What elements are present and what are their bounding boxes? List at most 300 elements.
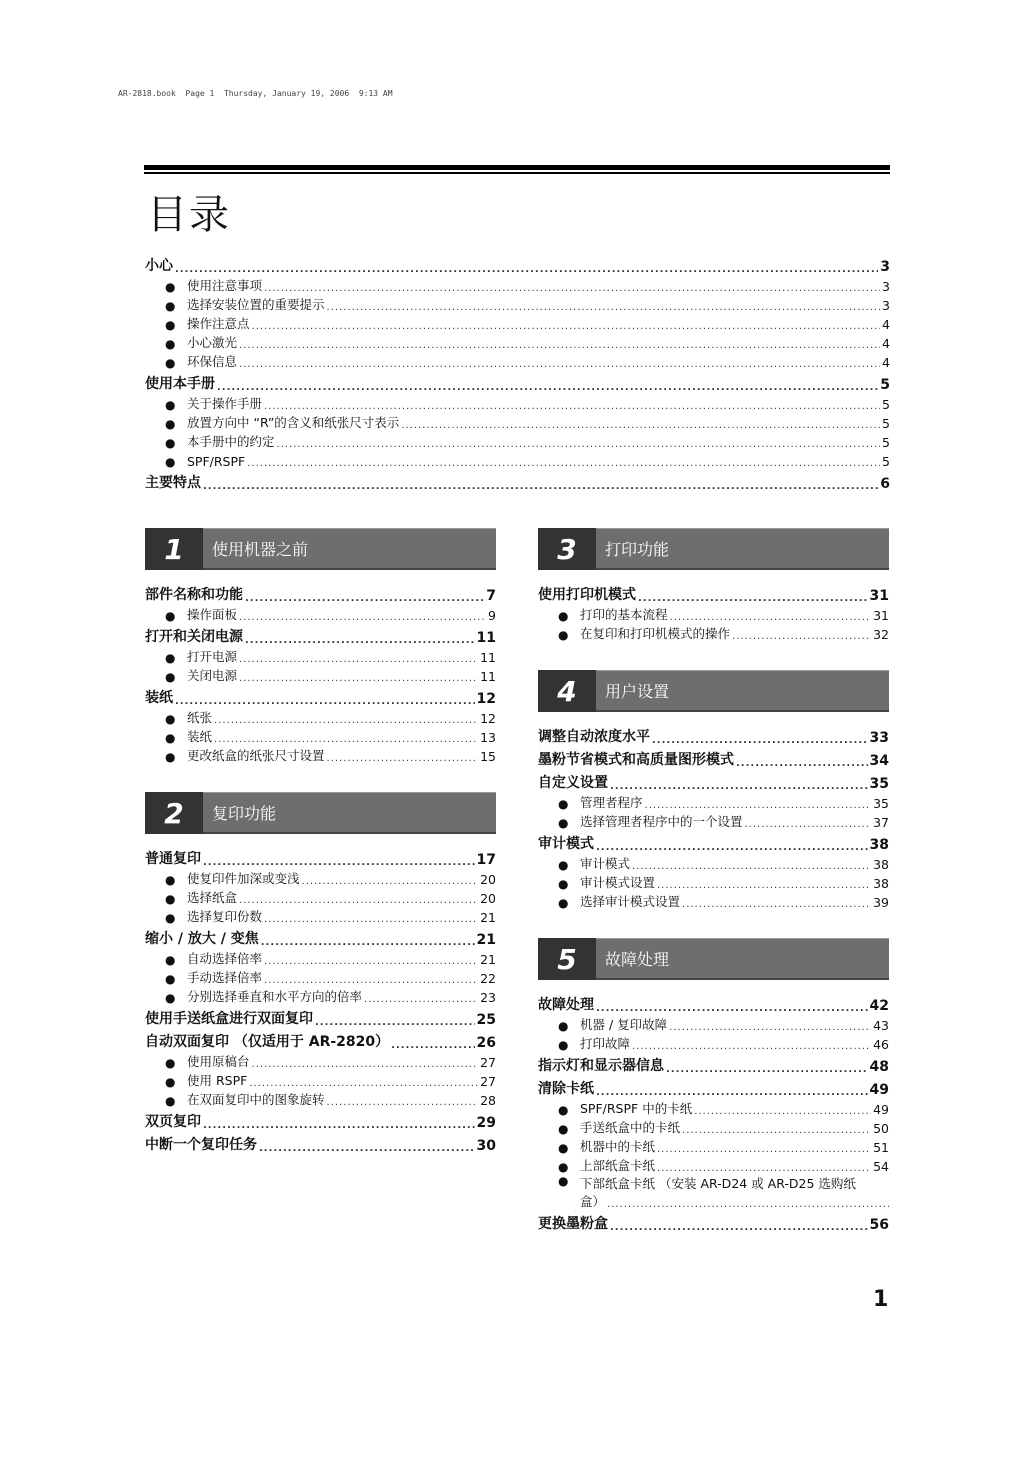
dot-leader bbox=[670, 613, 872, 623]
toc-subentry-label: 使用原稿台 bbox=[187, 1054, 250, 1069]
toc-subentry-label: 更改纸盒的纸张尺寸设置 bbox=[187, 748, 325, 763]
dot-leader bbox=[596, 843, 868, 853]
dot-leader bbox=[596, 1004, 868, 1014]
toc-subentry-label: 操作面板 bbox=[187, 607, 238, 622]
file-header-note: AR-2818.book Page 1 Thursday, January 19, 2006 9:13 AM bbox=[118, 89, 393, 98]
toc-entry-label: 自定义设置 bbox=[538, 775, 608, 791]
toc-subentry-label: 放置方向中 “R”的含义和纸张尺寸表示 bbox=[187, 415, 400, 430]
toc-subentry-page: 39 bbox=[873, 895, 889, 910]
toc-entry-label: 中断一个复印任务 bbox=[145, 1137, 257, 1153]
chapter-4-section bbox=[538, 670, 889, 910]
toc-subentry[interactable] bbox=[538, 1155, 889, 1174]
dot-leader bbox=[214, 735, 478, 745]
toc-subentry[interactable] bbox=[538, 1033, 889, 1052]
dot-leader bbox=[245, 636, 475, 646]
chapter-number: 4 bbox=[538, 670, 596, 712]
toc-subentry-body bbox=[538, 1174, 889, 1210]
dot-leader bbox=[652, 736, 868, 746]
toc-subentry[interactable] bbox=[538, 1136, 889, 1155]
toc-subentry-page: 12 bbox=[480, 711, 496, 726]
toc-subentry-page: 35 bbox=[873, 796, 889, 811]
chapter-header bbox=[145, 528, 496, 570]
toc-subentry-label: 环保信息 bbox=[187, 354, 238, 369]
toc-entry[interactable] bbox=[145, 848, 496, 868]
bullet-icon: ● bbox=[165, 436, 176, 450]
toc-subentry[interactable] bbox=[145, 665, 496, 684]
toc-entry-label: 缩小 / 放大 / 变焦 bbox=[145, 931, 259, 947]
toc-subentry-page: 3 bbox=[882, 279, 890, 294]
toc-entry[interactable] bbox=[145, 1134, 496, 1154]
chapter-header bbox=[538, 670, 889, 712]
toc-subentry[interactable] bbox=[538, 811, 889, 830]
bullet-icon: ● bbox=[558, 1122, 569, 1136]
toc-subentry[interactable] bbox=[538, 623, 889, 642]
bullet-icon: ● bbox=[165, 398, 176, 412]
toc-entry-label: 使用打印机模式 bbox=[538, 587, 636, 603]
bullet-icon: ● bbox=[165, 1094, 176, 1108]
toc-entry-page: 25 bbox=[476, 1012, 496, 1028]
bullet-icon: ● bbox=[165, 651, 176, 665]
toc-subentry[interactable] bbox=[145, 887, 496, 906]
toc-subentry[interactable] bbox=[538, 1117, 889, 1136]
toc-entry-page: 30 bbox=[476, 1138, 496, 1154]
toc-subentry-label-cont: 盒） bbox=[580, 1194, 606, 1209]
toc-subentry[interactable] bbox=[145, 604, 496, 623]
toc-entry[interactable] bbox=[538, 1055, 889, 1075]
toc-right-column bbox=[538, 528, 889, 1233]
toc-subentry-label: 选择安装位置的重要提示 bbox=[187, 297, 325, 312]
toc-subentry[interactable] bbox=[538, 604, 889, 623]
bullet-icon: ● bbox=[165, 455, 176, 469]
toc-entry-page: 33 bbox=[869, 730, 889, 746]
toc-subentry-label: 机器中的卡纸 bbox=[580, 1139, 656, 1154]
toc-subentry-label: 本手册中的约定 bbox=[187, 434, 275, 449]
toc-entry-label: 装纸 bbox=[145, 690, 173, 706]
toc-subentry-label: 选择纸盒 bbox=[187, 890, 238, 905]
toc-subentry-page: 50 bbox=[873, 1121, 889, 1136]
toc-subentry[interactable] bbox=[145, 450, 890, 469]
bullet-icon: ● bbox=[165, 712, 176, 726]
toc-subentry-page: 28 bbox=[480, 1093, 496, 1108]
toc-subentry-page: 51 bbox=[873, 1140, 889, 1155]
dot-leader bbox=[245, 594, 484, 604]
toc-entry-page: 12 bbox=[476, 691, 496, 707]
bullet-icon: ● bbox=[558, 858, 569, 872]
toc-subentry-label: 选择复印份数 bbox=[187, 909, 263, 924]
toc-entry[interactable] bbox=[145, 1111, 496, 1131]
toc-subentry[interactable] bbox=[145, 294, 890, 313]
dot-leader bbox=[632, 1042, 871, 1052]
bullet-icon: ● bbox=[165, 337, 176, 351]
dot-leader bbox=[264, 402, 880, 412]
toc-subentry-page: 21 bbox=[480, 952, 496, 967]
chapter-number: 5 bbox=[538, 938, 596, 980]
bullet-icon: ● bbox=[165, 609, 176, 623]
toc-subentry-page: 21 bbox=[480, 910, 496, 925]
bullet-icon: ● bbox=[165, 356, 176, 370]
toc-entry[interactable] bbox=[145, 255, 890, 275]
toc-subentry-label: 在复印和打印机模式的操作 bbox=[580, 626, 731, 641]
bullet-icon: ● bbox=[558, 1174, 569, 1188]
toc-subentry[interactable] bbox=[538, 872, 889, 891]
dot-leader bbox=[327, 1098, 479, 1108]
toc-subentry-label: SPF/RSPF 中的卡纸 bbox=[580, 1101, 693, 1116]
dot-leader bbox=[315, 1018, 475, 1028]
toc-subentry-page: 5 bbox=[882, 454, 890, 469]
toc-entry[interactable] bbox=[145, 1008, 496, 1028]
toc-subentry-label: 纸张 bbox=[187, 710, 213, 725]
toc-subentry[interactable] bbox=[538, 853, 889, 872]
dot-leader bbox=[203, 482, 878, 492]
toc-subentry-page: 9 bbox=[488, 608, 496, 623]
chapter-title: 打印功能 bbox=[596, 528, 889, 570]
dot-leader bbox=[175, 697, 475, 707]
dot-leader bbox=[175, 265, 878, 275]
toc-subentry[interactable] bbox=[145, 868, 496, 887]
toc-subentry-page: 49 bbox=[873, 1102, 889, 1117]
toc-entry[interactable] bbox=[538, 994, 889, 1014]
dot-leader bbox=[239, 341, 880, 351]
dot-leader bbox=[259, 1144, 475, 1154]
dot-leader bbox=[217, 383, 878, 393]
toc-entry[interactable] bbox=[145, 373, 890, 393]
toc-entry-page: 35 bbox=[869, 776, 889, 792]
toc-subentry-label: 关于操作手册 bbox=[187, 396, 263, 411]
dot-leader bbox=[264, 284, 880, 294]
toc-subentry[interactable] bbox=[145, 726, 496, 745]
bullet-icon: ● bbox=[165, 892, 176, 906]
dot-leader bbox=[657, 1164, 871, 1174]
toc-entry-page: 11 bbox=[476, 630, 496, 646]
toc-subentry[interactable] bbox=[145, 351, 890, 370]
page-title: 目录 bbox=[147, 192, 231, 238]
dot-leader bbox=[657, 881, 871, 891]
toc-subentry-label: 管理者程序 bbox=[580, 795, 643, 810]
bullet-icon: ● bbox=[558, 1103, 569, 1117]
toc-subentry-label: 手动选择倍率 bbox=[187, 970, 263, 985]
toc-entry[interactable] bbox=[538, 833, 889, 853]
dot-leader bbox=[745, 820, 872, 830]
dot-leader bbox=[214, 716, 478, 726]
bullet-icon: ● bbox=[165, 417, 176, 431]
toc-subentry-page: 5 bbox=[882, 416, 890, 431]
toc-entry-page: 38 bbox=[869, 837, 889, 853]
dot-leader bbox=[239, 360, 880, 370]
bullet-icon: ● bbox=[558, 896, 569, 910]
chapter-header bbox=[538, 938, 889, 980]
toc-front-matter bbox=[145, 252, 890, 492]
bullet-icon: ● bbox=[558, 628, 569, 642]
bullet-icon: ● bbox=[165, 731, 176, 745]
bullet-icon: ● bbox=[558, 609, 569, 623]
dot-leader bbox=[261, 938, 475, 948]
toc-entry[interactable] bbox=[145, 687, 496, 707]
dot-leader bbox=[327, 303, 881, 313]
toc-entry-page: 26 bbox=[476, 1035, 496, 1051]
toc-entry-page: 29 bbox=[476, 1115, 496, 1131]
toc-subentry[interactable] bbox=[145, 906, 496, 925]
toc-subentry-line2 bbox=[580, 1192, 889, 1210]
toc-entry-label: 主要特点 bbox=[145, 475, 201, 491]
chapter-number: 1 bbox=[145, 528, 203, 570]
toc-subentry-label: 小心激光 bbox=[187, 335, 238, 350]
dot-leader bbox=[666, 1065, 868, 1075]
toc-subentry-label: 使用注意事项 bbox=[187, 278, 263, 293]
toc-entry-label: 指示灯和显示器信息 bbox=[538, 1058, 664, 1074]
bullet-icon: ● bbox=[558, 816, 569, 830]
bullet-icon: ● bbox=[165, 911, 176, 925]
toc-subentry-page: 4 bbox=[882, 355, 890, 370]
toc-entry-page: 3 bbox=[880, 259, 890, 275]
dot-leader bbox=[657, 1145, 871, 1155]
toc-subentry[interactable] bbox=[145, 967, 496, 986]
toc-subentry-page: 22 bbox=[480, 971, 496, 986]
chapter-5-section bbox=[538, 938, 889, 1233]
dot-leader bbox=[732, 632, 871, 642]
bullet-icon: ● bbox=[558, 1019, 569, 1033]
dot-leader bbox=[249, 1079, 478, 1089]
dot-leader bbox=[327, 754, 479, 764]
chapter-title: 用户设置 bbox=[596, 670, 889, 712]
toc-subentry-line1 bbox=[580, 1174, 889, 1192]
dot-leader bbox=[302, 877, 479, 887]
chapter-number: 2 bbox=[145, 792, 203, 834]
toc-subentry-page: 4 bbox=[882, 336, 890, 351]
bullet-icon: ● bbox=[558, 797, 569, 811]
toc-subentry-label: 审计模式 bbox=[580, 856, 631, 871]
toc-subentry[interactable] bbox=[145, 646, 496, 665]
dot-leader bbox=[247, 459, 880, 469]
toc-subentry-label: 机器 / 复印故障 bbox=[580, 1017, 668, 1032]
bullet-icon: ● bbox=[558, 877, 569, 891]
toc-subentry-page: 27 bbox=[480, 1055, 496, 1070]
toc-entry[interactable] bbox=[145, 472, 890, 492]
toc-entry[interactable] bbox=[538, 772, 889, 792]
toc-entry[interactable] bbox=[145, 626, 496, 646]
toc-subentry-page: 43 bbox=[873, 1018, 889, 1033]
dot-leader bbox=[682, 1126, 871, 1136]
chapter-title: 复印功能 bbox=[203, 792, 496, 834]
toc-subentry-label: 审计模式设置 bbox=[580, 875, 656, 890]
dot-leader bbox=[694, 1107, 871, 1117]
toc-subentry-page: 11 bbox=[480, 669, 496, 684]
dot-leader bbox=[638, 594, 868, 604]
dot-leader bbox=[252, 1060, 479, 1070]
toc-subentry[interactable] bbox=[145, 313, 890, 332]
toc-subentry-page: 4 bbox=[882, 317, 890, 332]
toc-entry-page: 48 bbox=[869, 1059, 889, 1075]
dot-leader bbox=[203, 1121, 475, 1131]
toc-subentry[interactable] bbox=[538, 1098, 889, 1117]
title-rule-thin bbox=[144, 172, 890, 174]
toc-subentry[interactable] bbox=[145, 275, 890, 294]
toc-entry-page: 21 bbox=[476, 932, 496, 948]
toc-subentry-page: 5 bbox=[882, 397, 890, 412]
bullet-icon: ● bbox=[558, 1160, 569, 1174]
bullet-icon: ● bbox=[165, 318, 176, 332]
toc-entry[interactable] bbox=[538, 749, 889, 769]
toc-subentry-label: SPF/RSPF bbox=[187, 454, 246, 469]
toc-entry-label: 墨粉节省模式和高质量图形模式 bbox=[538, 752, 734, 768]
toc-subentry[interactable] bbox=[145, 986, 496, 1005]
toc-subentry-page: 15 bbox=[480, 749, 496, 764]
toc-entry-label: 审计模式 bbox=[538, 836, 594, 852]
toc-subentry-page: 3 bbox=[882, 298, 890, 313]
toc-subentry-label: 选择审计模式设置 bbox=[580, 894, 681, 909]
bullet-icon: ● bbox=[165, 750, 176, 764]
toc-entry-label: 普通复印 bbox=[145, 851, 201, 867]
toc-subentry[interactable] bbox=[145, 412, 890, 431]
dot-leader bbox=[401, 421, 880, 431]
bullet-icon: ● bbox=[165, 953, 176, 967]
toc-subentry[interactable] bbox=[538, 891, 889, 910]
toc-subentry-label: 使用 RSPF bbox=[187, 1073, 248, 1088]
bullet-icon: ● bbox=[165, 873, 176, 887]
toc-entry-label: 双页复印 bbox=[145, 1114, 201, 1130]
dot-leader bbox=[682, 900, 871, 910]
bullet-icon: ● bbox=[558, 1141, 569, 1155]
toc-entry-page: 42 bbox=[869, 998, 889, 1014]
bullet-icon: ● bbox=[558, 1038, 569, 1052]
dot-leader bbox=[239, 896, 478, 906]
dot-leader bbox=[596, 1088, 868, 1098]
toc-entry-page: 17 bbox=[476, 852, 496, 868]
toc-subentry-page: 5 bbox=[882, 435, 890, 450]
dot-leader bbox=[264, 976, 478, 986]
toc-subentry-page: 20 bbox=[480, 872, 496, 887]
page-number: 1 bbox=[873, 1287, 889, 1312]
toc-subentry[interactable] bbox=[145, 948, 496, 967]
dot-leader bbox=[277, 440, 881, 450]
toc-subentry-label: 打开电源 bbox=[187, 649, 238, 664]
bullet-icon: ● bbox=[165, 299, 176, 313]
toc-entry-label: 故障处理 bbox=[538, 997, 594, 1013]
toc-subentry-label: 上部纸盒卡纸 bbox=[580, 1158, 656, 1173]
toc-subentry-page: 31 bbox=[873, 608, 889, 623]
toc-entry-page: 49 bbox=[869, 1082, 889, 1098]
bullet-icon: ● bbox=[165, 1075, 176, 1089]
chapter-3-section bbox=[538, 528, 889, 642]
toc-entry-label: 打开和关闭电源 bbox=[145, 629, 243, 645]
toc-subentry-label: 在双面复印中的图象旋转 bbox=[187, 1092, 325, 1107]
toc-subentry-label: 装纸 bbox=[187, 729, 213, 744]
toc-entry-label: 使用手送纸盒进行双面复印 bbox=[145, 1011, 313, 1027]
toc-subentry-page: 32 bbox=[873, 627, 889, 642]
toc-subentry-label: 分别选择垂直和水平方向的倍率 bbox=[187, 989, 363, 1004]
chapter-title: 故障处理 bbox=[596, 938, 889, 980]
toc-entry-page: 6 bbox=[880, 476, 890, 492]
toc-subentry-label: 关闭电源 bbox=[187, 668, 238, 683]
chapter-title: 使用机器之前 bbox=[203, 528, 496, 570]
toc-subentry-page: 46 bbox=[873, 1037, 889, 1052]
toc-subentry[interactable] bbox=[538, 1174, 889, 1210]
toc-entry-page: 31 bbox=[869, 588, 889, 604]
dot-leader bbox=[203, 858, 475, 868]
toc-entry-label: 调整自动浓度水平 bbox=[538, 729, 650, 745]
toc-subentry-text bbox=[580, 1174, 889, 1210]
toc-subentry[interactable] bbox=[145, 393, 890, 412]
toc-subentry-label: 自动选择倍率 bbox=[187, 951, 263, 966]
toc-entry[interactable] bbox=[538, 726, 889, 746]
toc-subentry-page: 37 bbox=[873, 815, 889, 830]
toc-subentry-label: 使复印件加深或变浅 bbox=[187, 871, 300, 886]
dot-leader bbox=[645, 801, 872, 811]
bullet-icon: ● bbox=[165, 972, 176, 986]
toc-entry[interactable] bbox=[145, 1031, 496, 1051]
dot-leader bbox=[632, 862, 871, 872]
chapter-number: 3 bbox=[538, 528, 596, 570]
toc-entry[interactable] bbox=[538, 1078, 889, 1098]
toc-subentry-label: 操作注意点 bbox=[187, 316, 250, 331]
toc-subentry[interactable] bbox=[145, 1051, 496, 1070]
dot-leader bbox=[607, 1200, 889, 1210]
toc-subentry-label: 手送纸盒中的卡纸 bbox=[580, 1120, 681, 1135]
chapter-header bbox=[538, 528, 889, 570]
dot-leader bbox=[264, 915, 478, 925]
dot-leader bbox=[264, 957, 478, 967]
toc-subentry[interactable] bbox=[145, 745, 496, 764]
toc-entry-label: 使用本手册 bbox=[145, 376, 215, 392]
toc-entry-page: 7 bbox=[486, 588, 496, 604]
chapter-1-section bbox=[145, 528, 496, 764]
toc-entry-page: 34 bbox=[869, 753, 889, 769]
toc-subentry[interactable] bbox=[538, 792, 889, 811]
toc-subentry-page: 13 bbox=[480, 730, 496, 745]
chapter-header bbox=[145, 792, 496, 834]
toc-entry[interactable] bbox=[145, 584, 496, 604]
dot-leader bbox=[391, 1041, 474, 1051]
toc-subentry-label: 选择管理者程序中的一个设置 bbox=[580, 814, 743, 829]
dot-leader bbox=[239, 655, 478, 665]
dot-leader bbox=[239, 674, 478, 684]
toc-entry[interactable] bbox=[538, 584, 889, 604]
toc-subentry[interactable] bbox=[145, 431, 890, 450]
toc-entry[interactable] bbox=[145, 928, 496, 948]
toc-subentry-page: 11 bbox=[480, 650, 496, 665]
toc-entry-page: 5 bbox=[880, 377, 890, 393]
toc-subentry-page: 23 bbox=[480, 990, 496, 1005]
toc-subentry[interactable] bbox=[145, 1089, 496, 1108]
bullet-icon: ● bbox=[165, 991, 176, 1005]
toc-entry-label: 更换墨粉盒 bbox=[538, 1216, 608, 1232]
toc-subentry-page: 54 bbox=[873, 1159, 889, 1174]
toc-subentry[interactable] bbox=[145, 332, 890, 351]
toc-entry-label: 清除卡纸 bbox=[538, 1081, 594, 1097]
toc-entry-label: 小心 bbox=[145, 258, 173, 274]
toc-subentry-page: 38 bbox=[873, 857, 889, 872]
toc-entry[interactable] bbox=[538, 1213, 889, 1233]
dot-leader bbox=[239, 613, 486, 623]
toc-entry-label: 部件名称和功能 bbox=[145, 587, 243, 603]
dot-leader bbox=[610, 782, 868, 792]
toc-subentry-label: 打印的基本流程 bbox=[580, 607, 668, 622]
toc-left-column bbox=[145, 528, 496, 1154]
dot-leader bbox=[364, 995, 478, 1005]
bullet-icon: ● bbox=[165, 1056, 176, 1070]
toc-entry-label: 自动双面复印 （仅适用于 AR-2820） bbox=[145, 1034, 390, 1050]
dot-leader bbox=[669, 1023, 871, 1033]
toc-subentry-page: 38 bbox=[873, 876, 889, 891]
title-rule-thick bbox=[144, 165, 890, 170]
toc-subentry-label: 下部纸盒卡纸 （安装 AR-D24 或 AR-D25 选购纸 bbox=[580, 1176, 856, 1191]
toc-subentry[interactable] bbox=[538, 1014, 889, 1033]
dot-leader bbox=[736, 759, 868, 769]
bullet-icon: ● bbox=[165, 670, 176, 684]
toc-subentry[interactable] bbox=[145, 1070, 496, 1089]
toc-subentry[interactable] bbox=[145, 707, 496, 726]
toc-subentry-page: 20 bbox=[480, 891, 496, 906]
toc-subentry-label: 打印故障 bbox=[580, 1036, 631, 1051]
